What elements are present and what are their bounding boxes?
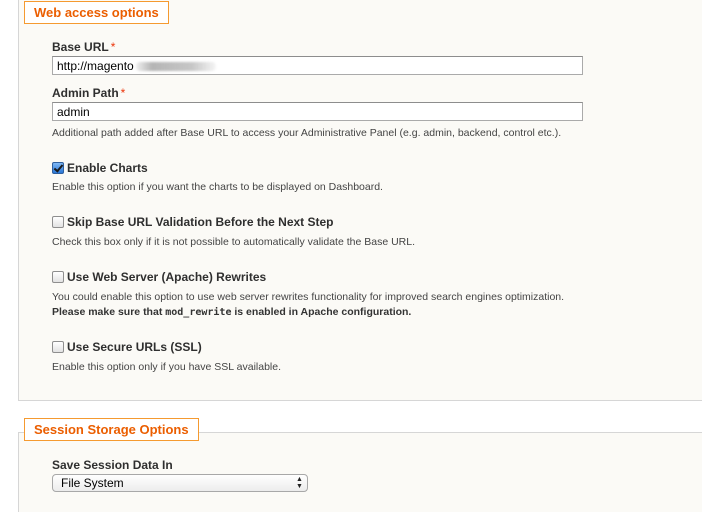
session-storage-fieldset	[18, 432, 702, 512]
mod-rewrite-note-prefix: Please make sure that	[52, 306, 166, 318]
mod-rewrite-note	[52, 305, 411, 320]
admin-path-input[interactable]	[52, 102, 583, 121]
save-session-select[interactable]	[52, 474, 308, 492]
base-url-label-text: Base URL	[52, 40, 109, 54]
secure-urls-label[interactable]: Use Secure URLs (SSL)	[67, 340, 202, 354]
skip-validation-row[interactable]	[52, 215, 334, 229]
enable-charts-note: Enable this option if you want the charts to be displayed on Dashboard.	[52, 181, 383, 193]
web-server-rewrites-row[interactable]	[52, 270, 266, 284]
admin-path-label-text: Admin Path	[52, 86, 119, 100]
redacted-url-blur	[136, 62, 216, 71]
skip-validation-checkbox[interactable]	[52, 216, 64, 228]
admin-path-note: Additional path added after Base URL to access your Administrative Panel (e.g. admin, backend, control etc.).	[52, 127, 562, 139]
base-url-input[interactable]	[52, 56, 583, 75]
secure-urls-note: Enable this option only if you have SSL available.	[52, 361, 282, 373]
enable-charts-label[interactable]: Enable Charts	[67, 161, 148, 175]
skip-validation-note: Check this box only if it is not possible to automatically validate the Base URL.	[52, 236, 416, 248]
secure-urls-checkbox[interactable]	[52, 341, 64, 353]
save-session-selected-value: File System	[61, 476, 124, 490]
web-server-rewrites-label[interactable]: Use Web Server (Apache) Rewrites	[67, 270, 267, 284]
web-server-rewrites-note: You could enable this option to use web server rewrites functionality for improved search engines optimization.	[52, 291, 565, 303]
base-url-required-mark: *	[110, 40, 116, 54]
select-updown-arrows-icon: ▲ ▼	[296, 476, 303, 490]
enable-charts-row[interactable]	[52, 161, 148, 175]
web-server-rewrites-checkbox[interactable]	[52, 271, 64, 283]
base-url-label	[52, 40, 115, 54]
mod-rewrite-code: mod_rewrite	[165, 307, 232, 318]
admin-path-label	[52, 86, 125, 100]
save-session-label: Save Session Data In	[52, 458, 173, 472]
enable-charts-checkbox[interactable]	[52, 162, 64, 174]
secure-urls-row[interactable]	[52, 340, 202, 354]
session-storage-legend: Session Storage Options	[24, 418, 199, 441]
web-access-legend: Web access options	[24, 1, 169, 24]
mod-rewrite-note-suffix: is enabled in Apache configuration.	[231, 306, 412, 318]
admin-path-required-mark: *	[120, 86, 126, 100]
skip-validation-label[interactable]: Skip Base URL Validation Before the Next Step	[67, 215, 334, 229]
